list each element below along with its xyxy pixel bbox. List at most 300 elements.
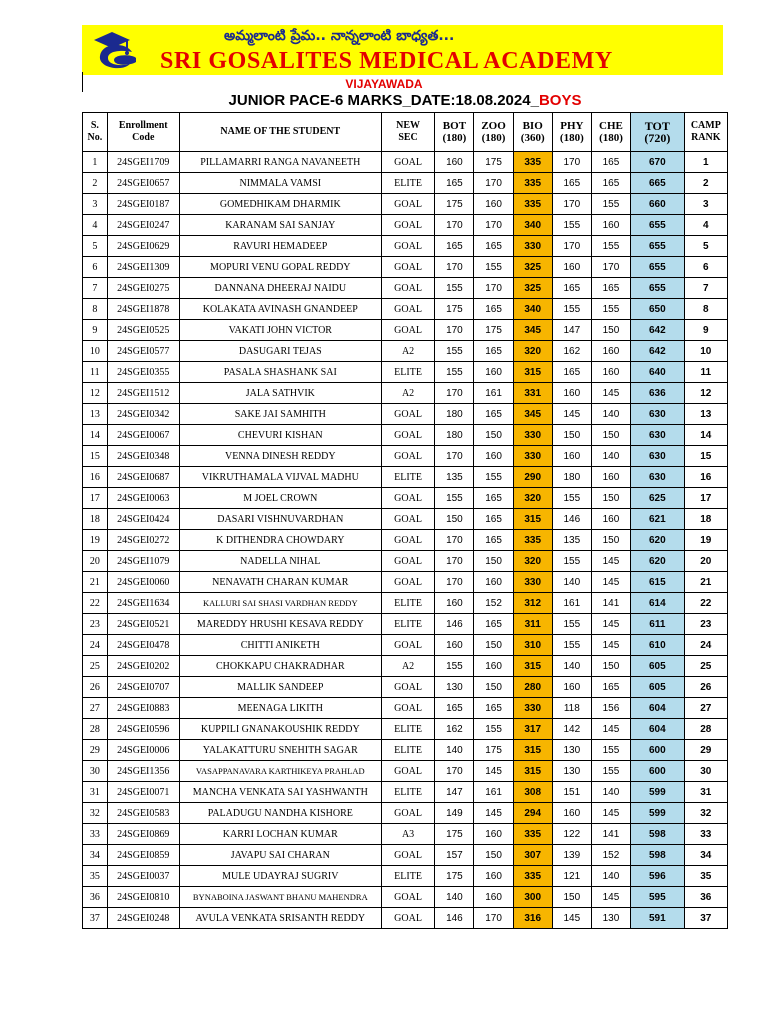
table-row [83, 278, 728, 299]
column-header-line2: (360) [520, 132, 545, 144]
column-header-bot [435, 113, 474, 152]
cell-bio: 311 [513, 614, 552, 635]
cell-bot: 170 [435, 551, 474, 572]
cell-phy: 160 [552, 383, 591, 404]
cell-tot: 670 [631, 152, 685, 173]
cell-code: 24SGEI0687 [107, 467, 179, 488]
column-header-line1: Enrollment [118, 120, 168, 131]
cell-bio: 340 [513, 299, 552, 320]
cell-name: PILLAMARRI RANGA NAVANEETH [179, 152, 381, 173]
cell-bio: 335 [513, 530, 552, 551]
cell-che: 140 [591, 782, 630, 803]
cell-che: 160 [591, 467, 630, 488]
cell-name: YALAKATTURU SNEHITH SAGAR [179, 740, 381, 761]
cell-sec: GOAL [381, 761, 435, 782]
academy-name: SRI GOSALITES MEDICAL ACADEMY [160, 48, 613, 74]
cell-tot: 605 [631, 656, 685, 677]
cell-code: 24SGEI0067 [107, 425, 179, 446]
cell-che: 140 [591, 404, 630, 425]
cell-che: 155 [591, 740, 630, 761]
cell-phy: 165 [552, 362, 591, 383]
cell-bio: 340 [513, 215, 552, 236]
cell-phy: 142 [552, 719, 591, 740]
cell-zoo: 150 [474, 551, 513, 572]
cell-bot: 170 [435, 446, 474, 467]
table-row [83, 425, 728, 446]
cell-code: 24SGEI0275 [107, 278, 179, 299]
cell-bot: 175 [435, 299, 474, 320]
cell-name: PALADUGU NANDHA KISHORE [179, 803, 381, 824]
cell-sno: 11 [83, 362, 108, 383]
cell-bot: 147 [435, 782, 474, 803]
cell-tot: 591 [631, 908, 685, 929]
title-main: JUNIOR PACE-6 MARKS_DATE:18.08.2024_ [228, 92, 539, 109]
table-row [83, 908, 728, 929]
cell-tot: 621 [631, 509, 685, 530]
cell-rank: 34 [684, 845, 727, 866]
cell-sec: GOAL [381, 278, 435, 299]
cell-phy: 135 [552, 530, 591, 551]
cell-bio: 300 [513, 887, 552, 908]
cell-che: 130 [591, 908, 630, 929]
cell-phy: 130 [552, 761, 591, 782]
cell-sec: GOAL [381, 488, 435, 509]
cell-rank: 30 [684, 761, 727, 782]
column-header-line1: NEW [396, 120, 420, 131]
column-header-enrollment-code [107, 113, 179, 152]
cell-bio: 290 [513, 467, 552, 488]
cell-sno: 34 [83, 845, 108, 866]
cell-che: 150 [591, 656, 630, 677]
cell-phy: 155 [552, 488, 591, 509]
cell-rank: 36 [684, 887, 727, 908]
cell-code: 24SGEI1709 [107, 152, 179, 173]
cell-code: 24SGEI0006 [107, 740, 179, 761]
table-row [83, 404, 728, 425]
cell-zoo: 152 [474, 593, 513, 614]
cell-name: M JOEL CROWN [179, 488, 381, 509]
cell-sec: ELITE [381, 362, 435, 383]
cell-code: 24SGEI1079 [107, 551, 179, 572]
cell-name: VAKATI JOHN VICTOR [179, 320, 381, 341]
cell-sno: 15 [83, 446, 108, 467]
cell-phy: 147 [552, 320, 591, 341]
column-header-line1: BIO [522, 120, 543, 132]
academy-logo-icon [88, 28, 142, 72]
cell-tot: 640 [631, 362, 685, 383]
cell-code: 24SGEI0596 [107, 719, 179, 740]
cell-sno: 28 [83, 719, 108, 740]
cell-phy: 151 [552, 782, 591, 803]
cell-name: K DITHENDRA CHOWDARY [179, 530, 381, 551]
cell-rank: 2 [684, 173, 727, 194]
column-header-line1: PHY [560, 120, 584, 132]
table-row [83, 173, 728, 194]
cell-bot: 155 [435, 341, 474, 362]
table-row [83, 257, 728, 278]
cell-sno: 26 [83, 677, 108, 698]
cell-rank: 17 [684, 488, 727, 509]
cell-zoo: 155 [474, 257, 513, 278]
cell-sec: GOAL [381, 509, 435, 530]
cell-bot: 155 [435, 488, 474, 509]
cell-rank: 4 [684, 215, 727, 236]
cell-sec: ELITE [381, 467, 435, 488]
cell-sec: GOAL [381, 803, 435, 824]
cell-zoo: 145 [474, 803, 513, 824]
cell-che: 160 [591, 362, 630, 383]
cell-bio: 320 [513, 488, 552, 509]
cell-che: 156 [591, 698, 630, 719]
cell-code: 24SGEI0272 [107, 530, 179, 551]
cell-code: 24SGEI1356 [107, 761, 179, 782]
table-row [83, 299, 728, 320]
cell-code: 24SGEI0348 [107, 446, 179, 467]
cell-code: 24SGEI1309 [107, 257, 179, 278]
cell-code: 24SGEI0037 [107, 866, 179, 887]
cell-sec: ELITE [381, 614, 435, 635]
table-row [83, 824, 728, 845]
column-header-student-name [179, 113, 381, 152]
cell-sec: GOAL [381, 299, 435, 320]
cell-sec: ELITE [381, 173, 435, 194]
cell-zoo: 165 [474, 698, 513, 719]
column-header-line2: (720) [644, 131, 671, 145]
table-row [83, 803, 728, 824]
column-header-line2: (180) [559, 132, 584, 144]
cell-phy: 155 [552, 299, 591, 320]
column-header-line2: RANK [691, 132, 721, 143]
cell-sno: 22 [83, 593, 108, 614]
cell-che: 150 [591, 530, 630, 551]
cell-code: 24SGEI0707 [107, 677, 179, 698]
cell-name: MAREDDY HRUSHI KESAVA REDDY [179, 614, 381, 635]
cell-che: 145 [591, 887, 630, 908]
cell-sno: 35 [83, 866, 108, 887]
cell-bot: 165 [435, 236, 474, 257]
cell-bot: 170 [435, 215, 474, 236]
table-row [83, 845, 728, 866]
cell-che: 152 [591, 845, 630, 866]
cell-che: 155 [591, 761, 630, 782]
column-header-new-sec [381, 113, 435, 152]
cell-bio: 280 [513, 677, 552, 698]
cell-sno: 29 [83, 740, 108, 761]
cell-bot: 135 [435, 467, 474, 488]
cell-name: DANNANA DHEERAJ NAIDU [179, 278, 381, 299]
cell-rank: 14 [684, 425, 727, 446]
cell-rank: 18 [684, 509, 727, 530]
column-header-line1: CHE [599, 120, 623, 132]
cell-sec: A2 [381, 341, 435, 362]
cell-bio: 315 [513, 656, 552, 677]
cell-phy: 145 [552, 908, 591, 929]
cell-sec: GOAL [381, 845, 435, 866]
cell-phy: 162 [552, 341, 591, 362]
cell-bot: 175 [435, 194, 474, 215]
cell-tot: 655 [631, 215, 685, 236]
cell-sno: 24 [83, 635, 108, 656]
cell-phy: 145 [552, 404, 591, 425]
cell-zoo: 160 [474, 887, 513, 908]
cell-sno: 14 [83, 425, 108, 446]
table-row [83, 740, 728, 761]
cell-phy: 170 [552, 194, 591, 215]
cell-name: CHOKKAPU CHAKRADHAR [179, 656, 381, 677]
cell-che: 145 [591, 614, 630, 635]
cell-tot: 614 [631, 593, 685, 614]
cell-sno: 13 [83, 404, 108, 425]
cell-che: 145 [591, 551, 630, 572]
table-row [83, 887, 728, 908]
cell-code: 24SGEI0629 [107, 236, 179, 257]
cell-bot: 180 [435, 425, 474, 446]
column-header-line2: Code [132, 132, 155, 143]
cell-tot: 600 [631, 761, 685, 782]
cell-sec: GOAL [381, 404, 435, 425]
cell-tot: 655 [631, 257, 685, 278]
cell-zoo: 145 [474, 761, 513, 782]
cell-bio: 330 [513, 698, 552, 719]
cell-rank: 32 [684, 803, 727, 824]
cell-phy: 160 [552, 803, 591, 824]
cell-sno: 1 [83, 152, 108, 173]
cell-phy: 121 [552, 866, 591, 887]
column-header-che [591, 113, 630, 152]
cell-zoo: 160 [474, 572, 513, 593]
table-row [83, 719, 728, 740]
cell-tot: 604 [631, 719, 685, 740]
cell-sno: 27 [83, 698, 108, 719]
cell-bot: 170 [435, 257, 474, 278]
column-header-line1: BOT [442, 120, 467, 132]
column-header-line2: No. [87, 132, 103, 143]
city-name: VIJAYAWADA [345, 77, 423, 91]
table-row [83, 530, 728, 551]
cell-code: 24SGEI0583 [107, 803, 179, 824]
cell-sno: 32 [83, 803, 108, 824]
cell-che: 141 [591, 824, 630, 845]
cell-zoo: 170 [474, 908, 513, 929]
cell-sec: GOAL [381, 887, 435, 908]
cell-phy: 180 [552, 467, 591, 488]
cell-rank: 13 [684, 404, 727, 425]
cell-tot: 630 [631, 467, 685, 488]
cell-name: MALLIK SANDEEP [179, 677, 381, 698]
table-row [83, 488, 728, 509]
cell-name: VENNA DINESH REDDY [179, 446, 381, 467]
cell-code: 24SGEI0248 [107, 908, 179, 929]
cell-rank: 5 [684, 236, 727, 257]
column-header-tot [631, 113, 685, 152]
cell-bio: 335 [513, 152, 552, 173]
cell-che: 140 [591, 866, 630, 887]
table-row [83, 782, 728, 803]
table-row [83, 635, 728, 656]
cell-tot: 650 [631, 299, 685, 320]
cell-code: 24SGEI0342 [107, 404, 179, 425]
cell-name: VASAPPANAVARA KARTHIKEYA PRAHLAD [179, 761, 381, 782]
cell-sno: 3 [83, 194, 108, 215]
cell-tot: 660 [631, 194, 685, 215]
cell-phy: 140 [552, 572, 591, 593]
cell-sec: ELITE [381, 593, 435, 614]
cell-phy: 150 [552, 425, 591, 446]
cell-sno: 10 [83, 341, 108, 362]
cell-che: 155 [591, 299, 630, 320]
cell-code: 24SGEI0247 [107, 215, 179, 236]
table-row [83, 152, 728, 173]
cell-zoo: 160 [474, 362, 513, 383]
cell-phy: 160 [552, 257, 591, 278]
cell-zoo: 170 [474, 173, 513, 194]
cell-sno: 4 [83, 215, 108, 236]
cell-che: 150 [591, 320, 630, 341]
cell-che: 165 [591, 152, 630, 173]
cell-bio: 320 [513, 551, 552, 572]
cell-bio: 331 [513, 383, 552, 404]
cell-bio: 315 [513, 761, 552, 782]
cell-name: JAVAPU SAI CHARAN [179, 845, 381, 866]
cell-code: 24SGEI0577 [107, 341, 179, 362]
cell-rank: 26 [684, 677, 727, 698]
table-row [83, 467, 728, 488]
cell-name: NADELLA NIHAL [179, 551, 381, 572]
cell-zoo: 155 [474, 719, 513, 740]
cell-che: 145 [591, 803, 630, 824]
table-row [83, 341, 728, 362]
cell-code: 24SGEI1878 [107, 299, 179, 320]
cell-sno: 33 [83, 824, 108, 845]
cell-rank: 23 [684, 614, 727, 635]
column-header-line1: TOT [644, 119, 670, 133]
cell-code: 24SGEI0883 [107, 698, 179, 719]
cell-tot: 642 [631, 341, 685, 362]
cell-bio: 335 [513, 173, 552, 194]
cell-sno: 16 [83, 467, 108, 488]
cell-che: 145 [591, 572, 630, 593]
cell-zoo: 161 [474, 383, 513, 404]
cell-sno: 20 [83, 551, 108, 572]
cell-tot: 599 [631, 803, 685, 824]
table-row [83, 656, 728, 677]
cell-bot: 130 [435, 677, 474, 698]
cell-phy: 155 [552, 635, 591, 656]
cell-tot: 625 [631, 488, 685, 509]
cell-bot: 155 [435, 362, 474, 383]
cell-sec: GOAL [381, 320, 435, 341]
cell-name: RAVURI HEMADEEP [179, 236, 381, 257]
cell-tot: 599 [631, 782, 685, 803]
cell-bot: 165 [435, 173, 474, 194]
cell-che: 165 [591, 677, 630, 698]
cell-tot: 630 [631, 446, 685, 467]
table-header-row [83, 113, 728, 152]
cell-bot: 140 [435, 887, 474, 908]
cell-tot: 611 [631, 614, 685, 635]
cell-phy: 139 [552, 845, 591, 866]
cell-bio: 325 [513, 257, 552, 278]
cell-zoo: 170 [474, 215, 513, 236]
cell-bot: 155 [435, 278, 474, 299]
cell-bot: 175 [435, 866, 474, 887]
cell-phy: 155 [552, 215, 591, 236]
cell-zoo: 165 [474, 236, 513, 257]
table-row [83, 383, 728, 404]
cell-rank: 28 [684, 719, 727, 740]
cell-bio: 335 [513, 194, 552, 215]
cell-sec: GOAL [381, 446, 435, 467]
cell-code: 24SGEI1634 [107, 593, 179, 614]
cell-zoo: 165 [474, 488, 513, 509]
cell-bot: 150 [435, 509, 474, 530]
cell-code: 24SGEI0869 [107, 824, 179, 845]
table-row [83, 320, 728, 341]
cell-bot: 155 [435, 656, 474, 677]
cell-zoo: 165 [474, 614, 513, 635]
cell-bio: 294 [513, 803, 552, 824]
cell-rank: 15 [684, 446, 727, 467]
cell-zoo: 150 [474, 425, 513, 446]
cell-bio: 325 [513, 278, 552, 299]
cell-sec: GOAL [381, 698, 435, 719]
cell-bio: 308 [513, 782, 552, 803]
cell-bio: 310 [513, 635, 552, 656]
column-header-line2: SEC [398, 132, 418, 143]
column-header-phy [552, 113, 591, 152]
cell-sec: A2 [381, 383, 435, 404]
column-header-sno [83, 113, 108, 152]
column-header-line1: ZOO [481, 120, 506, 132]
cell-sec: GOAL [381, 572, 435, 593]
cell-che: 145 [591, 383, 630, 404]
cell-sec: ELITE [381, 740, 435, 761]
table-row [83, 194, 728, 215]
cell-bot: 170 [435, 320, 474, 341]
cell-tot: 600 [631, 740, 685, 761]
cell-sec: GOAL [381, 257, 435, 278]
cell-rank: 6 [684, 257, 727, 278]
cell-sno: 5 [83, 236, 108, 257]
cell-bot: 160 [435, 152, 474, 173]
cell-che: 165 [591, 173, 630, 194]
cell-che: 170 [591, 257, 630, 278]
column-header-line2: (180) [481, 132, 506, 144]
table-row [83, 446, 728, 467]
cell-bio: 307 [513, 845, 552, 866]
table-row [83, 614, 728, 635]
cell-code: 24SGEI0859 [107, 845, 179, 866]
cell-code: 24SGEI0810 [107, 887, 179, 908]
cell-rank: 21 [684, 572, 727, 593]
cell-phy: 150 [552, 887, 591, 908]
cell-che: 140 [591, 446, 630, 467]
cell-rank: 19 [684, 530, 727, 551]
cell-code: 24SGEI0060 [107, 572, 179, 593]
cell-name: DASUGARI TEJAS [179, 341, 381, 362]
cell-name: VIKRUTHAMALA VIJVAL MADHU [179, 467, 381, 488]
cell-phy: 155 [552, 551, 591, 572]
cell-tot: 604 [631, 698, 685, 719]
cell-zoo: 160 [474, 656, 513, 677]
title-highlight: BOYS [538, 92, 582, 109]
cell-sec: GOAL [381, 425, 435, 446]
cell-sno: 12 [83, 383, 108, 404]
cell-tot: 596 [631, 866, 685, 887]
cell-bot: 146 [435, 908, 474, 929]
cell-tot: 636 [631, 383, 685, 404]
cell-name: MOPURI VENU GOPAL REDDY [179, 257, 381, 278]
